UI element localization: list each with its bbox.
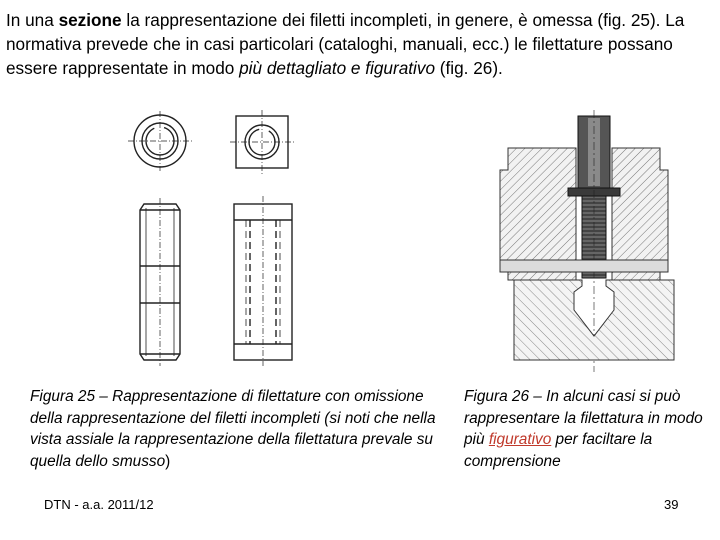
figure-26-caption-text-b: per faciltare la comprensione <box>464 431 653 470</box>
intro-text-2: la rappresentazione dei filetti incompleti, in genere, è omessa (fig. 25). La normativa prevede che in casi particolari (cataloghi, manuali, ecc.) le filettature possano essere rappresentate in modo <box>6 10 685 78</box>
figure-25-caption-end: ) <box>165 452 171 470</box>
intro-paragraph <box>6 8 716 80</box>
axial-view-circular <box>128 111 192 171</box>
intro-italic-term: più dettagliato e figurativo <box>239 58 436 78</box>
intro-bold-term: sezione <box>58 10 122 30</box>
intro-text-1: In una <box>6 10 59 30</box>
figure-26-highlight-word: figurativo <box>488 431 552 448</box>
figure-26-caption <box>464 386 716 472</box>
side-view-threaded-rod <box>140 198 180 366</box>
figure-25-caption-text: Figura 25 – Rappresentazione di filettature con omissione della rappresentazione del filetti incompleti (si noti che nella vista assiale la rappresentazione della filettatura prevale su quella dello smusso <box>30 388 436 470</box>
figure-25-caption <box>30 386 450 472</box>
side-view-threaded-hole <box>234 196 292 366</box>
figure-26-drawing <box>478 110 690 372</box>
page-number: 39 <box>664 497 679 512</box>
axial-view-square <box>230 110 294 174</box>
figure-26-caption-text-a: Figura 26 – In alcuni casi si può rappresentare la filettatura in modo più <box>464 388 703 448</box>
joint-plate <box>500 260 668 272</box>
figure-25-drawing <box>118 108 308 370</box>
footer-course: DTN - a.a. 2011/12 <box>44 497 154 512</box>
intro-text-3: (fig. 26). <box>435 58 503 78</box>
